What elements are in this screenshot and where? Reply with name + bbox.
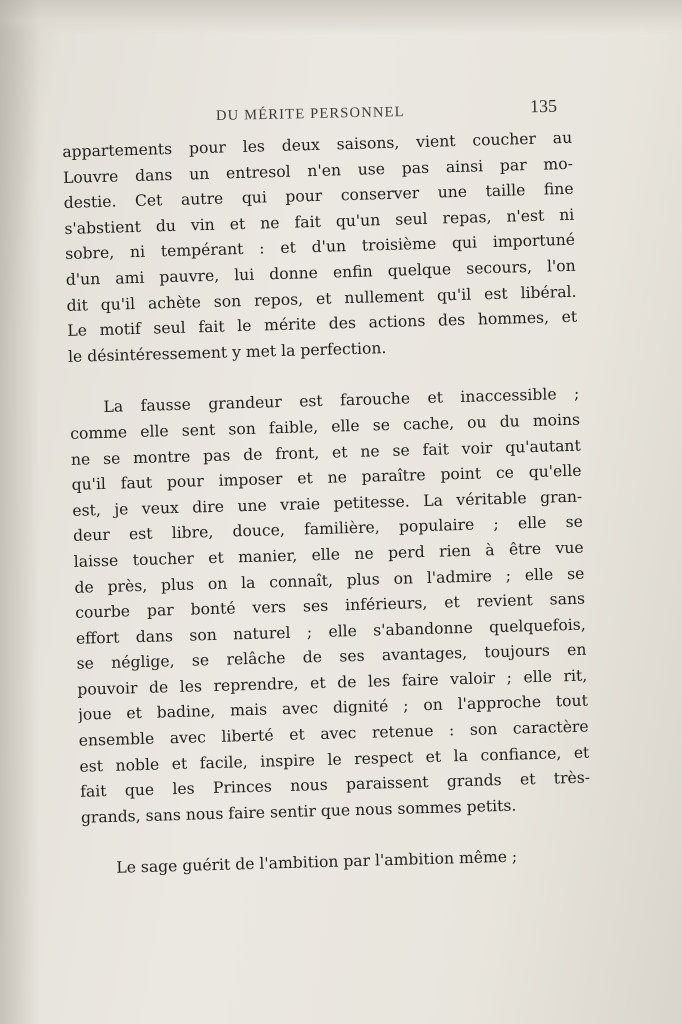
text-line: Le motif seul fait le mérite des actions des hommes, et bbox=[67, 307, 578, 341]
text-line: de près, plus on la connaît, plus on l'admire ; elle se bbox=[74, 564, 585, 597]
running-head: DU MÉRITE PERSONNEL bbox=[215, 104, 405, 124]
text-line: laisse toucher et manier, elle ne perd rien à être vue bbox=[73, 538, 584, 571]
text-line: sobre, ni tempérant : et d'un troisième qui importuné bbox=[64, 231, 576, 264]
text-line: deur est libre, douce, familière, populaire ; elle se bbox=[72, 512, 584, 546]
page-top-edge bbox=[0, 0, 682, 34]
text-line: d'un ami pauvre, lui donne enfin quelque secours, l'on bbox=[65, 256, 576, 289]
text-line: s'abstient du vin et ne fait qu'un seul repas, n'est ni bbox=[64, 205, 575, 238]
text-line: comme elle sent son faible, elle se cache, ou du moins bbox=[69, 410, 581, 443]
text-line: est noble et facile, inspire le respect et la confiance, et bbox=[79, 743, 590, 776]
text-line: se néglige, se relâche de ses avantages, toujours en bbox=[76, 640, 587, 674]
text-line: Louvre dans un entresol n'en use pas ainsi par mo- bbox=[62, 154, 574, 187]
text-line: grands, sans nous faire sentir que nous sommes petits. bbox=[80, 796, 517, 827]
text-line: le désintéressement y met la perfection. bbox=[67, 338, 387, 366]
text-line: qu'il faut pour imposer et ne paraître point ce qu'elle bbox=[71, 461, 582, 494]
text-line: destie. Cet autre qui pour conserver une taille fine bbox=[63, 179, 574, 213]
text-line: Le sage guérit de l'ambition par l'ambition même ; bbox=[116, 848, 518, 878]
text-line: ensemble avec liberté et avec retenue : son caractère bbox=[78, 717, 589, 750]
text-line: La fausse grandeur est farouche et inaccessible ; bbox=[103, 385, 580, 417]
text-line: fait que les Princes nous paraissent grands et très- bbox=[79, 768, 591, 801]
text-line: joue et badine, mais avec dignité ; on l'approche tout bbox=[77, 692, 589, 725]
text-line: courbe par bonté vers ses inférieurs, et revient sans bbox=[74, 589, 586, 622]
text-line: ne se montre pas de front, et ne se fait voir qu'autant bbox=[70, 436, 581, 469]
paragraph bbox=[62, 125, 588, 370]
text-line: effort dans son naturel ; elle s'abandonne quelquefois, bbox=[75, 615, 586, 648]
gutter-shadow bbox=[0, 0, 40, 1024]
text-line: est, je veux dire une vraie petitesse. La véritable gran- bbox=[72, 487, 583, 520]
paragraph bbox=[69, 382, 601, 831]
text-line: dit qu'il achète son repos, et nullement qu'il est libéral. bbox=[66, 282, 577, 315]
text-line: appartements pour les deux saisons, vient coucher au bbox=[62, 128, 573, 161]
page-number: 135 bbox=[529, 95, 558, 117]
body-text bbox=[62, 125, 603, 882]
text-line: pouvoir de les reprendre, et de les faire valoir ; elle rit, bbox=[77, 666, 588, 699]
